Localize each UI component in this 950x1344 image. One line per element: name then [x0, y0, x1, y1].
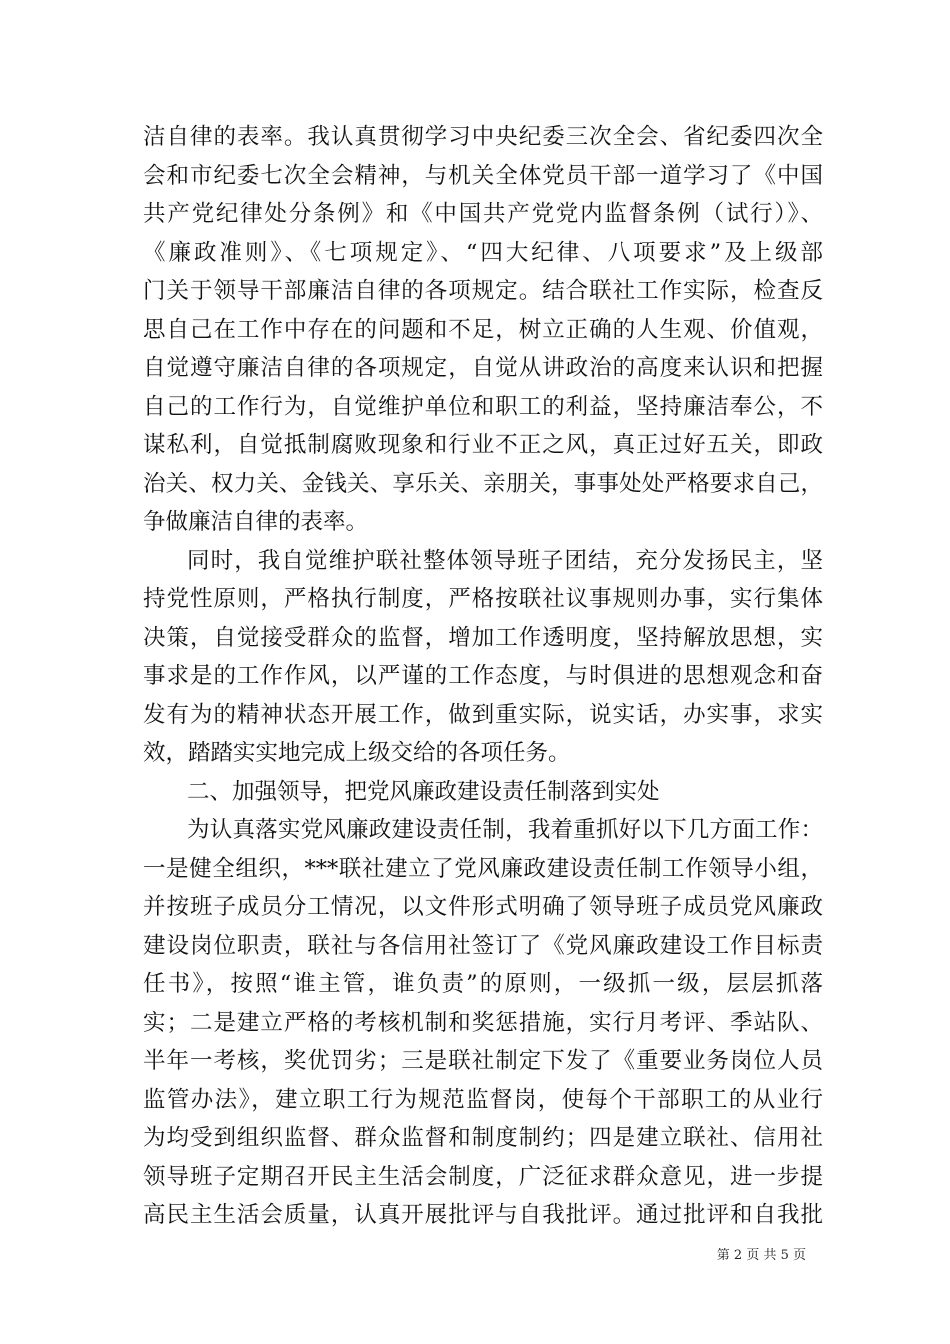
text-line: 决策，自觉接受群众的监督，增加工作透明度，坚持解放思想，实: [143, 624, 823, 651]
text-line: 监管办法》，建立职工行为规范监督岗，使每个干部职工的从业行: [143, 1086, 823, 1113]
page-number-footer: 第 2 页 共 5 页: [716, 1248, 806, 1263]
text-line: 任书》，按照“谁主管，谁负责”的原则，一级抓一级，层层抓落: [143, 971, 823, 997]
text-line: 一是健全组织，***联社建立了党风廉政建设责任制工作领导小组，: [143, 855, 823, 882]
paragraph-first-line: 二、加强领导，把党风廉政建设责任制落到实处: [187, 778, 660, 805]
text-line: 自觉遵守廉洁自律的各项规定，自觉从讲政治的高度来认识和把握: [143, 355, 823, 381]
text-line: 持党性原则，严格执行制度，严格按联社议事规则办事，实行集体: [143, 586, 823, 612]
body-text: [143, 118, 823, 1235]
text-line: 争做廉洁自律的表率。: [143, 509, 369, 535]
text-line: 领导班子定期召开民主生活会制度，广泛征求群众意见，进一步提: [143, 1163, 823, 1190]
text-line: 谋私利，自觉抵制腐败现象和行业不正之风，真正过好五关，即政: [143, 432, 823, 458]
text-line: 为均受到组织监督、群众监督和制度制约；四是建立联社、信用社: [143, 1125, 823, 1151]
text-line: 门关于领导干部廉洁自律的各项规定。结合联社工作实际，检查反: [143, 278, 823, 304]
text-line: 事求是的工作作风，以严谨的工作态度，与时俱进的思想观念和奋: [143, 663, 823, 689]
text-line: 思自己在工作中存在的问题和不足，树立正确的人生观、价值观，: [143, 316, 823, 343]
text-line: 效，踏踏实实地完成上级交给的各项任务。: [143, 740, 571, 766]
text-line: 会和市纪委七次全会精神，与机关全体党员干部一道学习了《中国: [143, 162, 823, 189]
text-line: 自己的工作行为，自觉维护单位和职工的利益，坚持廉洁奉公，不: [143, 393, 823, 420]
text-line: 治关、权力关、金钱关、享乐关、亲朋关，事事处处严格要求自己，: [143, 470, 823, 497]
text-line: 半年一考核，奖优罚劣；三是联社制定下发了《重要业务岗位人员: [143, 1048, 823, 1074]
paragraph-first-line: 为认真落实党风廉政建设责任制，我着重抓好以下几方面工作：: [187, 817, 823, 843]
text-line: 实；二是建立严格的考核机制和奖惩措施，实行月考评、季站队、: [143, 1009, 823, 1036]
text-line: 洁自律的表率。我认真贯彻学习中央纪委三次全会、省纪委四次全: [143, 124, 823, 150]
text-line: 共产党纪律处分条例》和《中国共产党党内监督条例（试行）》、: [143, 201, 823, 227]
text-line: 发有为的精神状态开展工作，做到重实际，说实话，办实事，求实: [143, 701, 823, 728]
paragraph-first-line: 同时，我自觉维护联社整体领导班子团结，充分发扬民主，坚: [187, 547, 823, 574]
text-line: 并按班子成员分工情况，以文件形式明确了领导班子成员党风廉政: [143, 894, 823, 920]
text-line: 《廉政准则》、《七项规定》、“四大纪律、八项要求”及上级部: [143, 239, 823, 266]
text-line: 高民主生活会质量，认真开展批评与自我批评。通过批评和自我批: [143, 1202, 823, 1228]
text-line: 建设岗位职责，联社与各信用社签订了《党风廉政建设工作目标责: [143, 932, 823, 959]
